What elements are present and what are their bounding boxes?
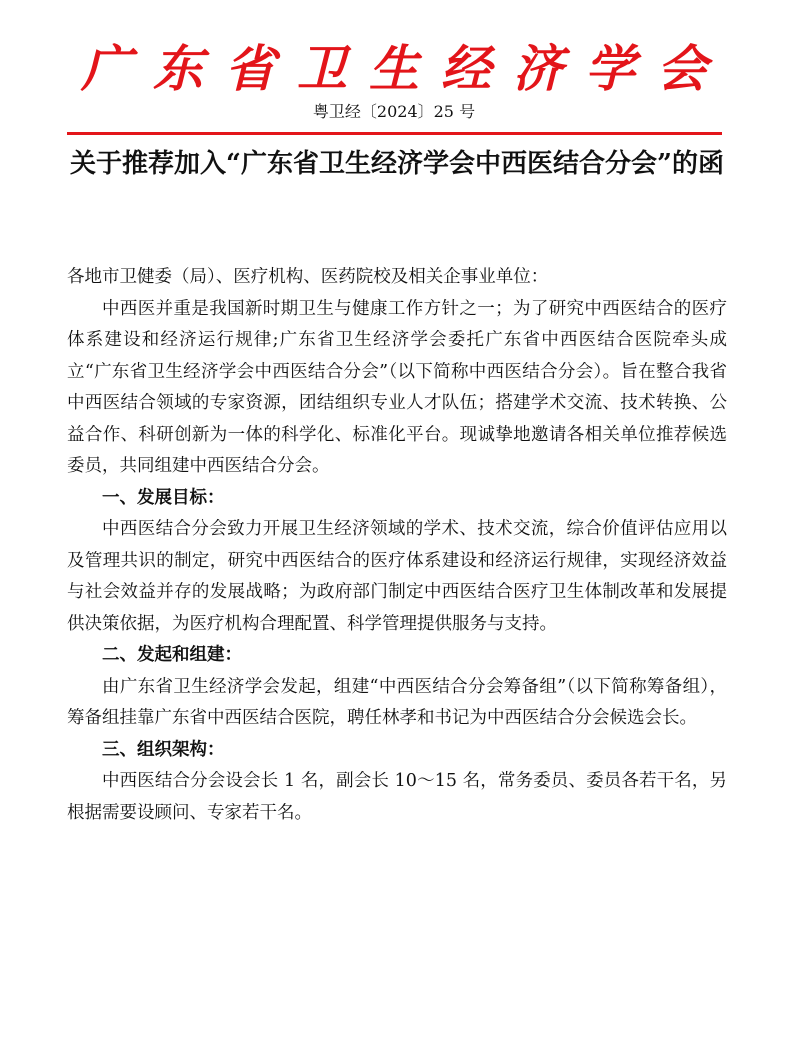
organization-title-char: 省 xyxy=(225,39,275,98)
addressee: 各地市卫健委（局）、医疗机构、医药院校及相关企事业单位： xyxy=(67,267,549,287)
organization-title-char: 卫 xyxy=(297,39,347,98)
intro-paragraph: 中西医并重是我国新时期卫生与健康工作方针之一；为了研究中西医结合的医疗体系建设和经济运行规律;广东省卫生经济学会委托广东省中西医结合医院牵头成立“广东省卫生经济学会中西医结合分会”（以下简称中西医结合分会）。旨在整合我省中西医结合领域的专家资源，团结组织专业人才队伍；搭建学术交流、技术转换、公益合作、科研创新为一体的科学化、标准化平台。现诚挚地邀请各相关单位推荐候选委员，共同组建中西医结合分会。 xyxy=(67,298,727,476)
section-heading-goals: 一、发展目标： xyxy=(102,487,225,508)
document-body xyxy=(67,262,727,829)
organization-title-char: 经 xyxy=(441,39,491,98)
red-divider-line xyxy=(67,132,722,135)
founding-paragraph: 由广东省卫生经济学会发起，组建“中西医结合分会筹备组”（以下简称筹备组），筹备组挂靠广东省中西医结合医院，聘任林孝和书记为中西医结合分会候选会长。 xyxy=(67,676,727,728)
organization-title-char: 学 xyxy=(585,39,635,98)
organization-title-char: 济 xyxy=(513,39,563,98)
organization-title-char: 会 xyxy=(657,39,707,98)
structure-paragraph: 中西医结合分会设会长 1 名，副会长 10～15 名，常务委员、委员各若干名，另根据需要设顾问、专家若干名。 xyxy=(67,771,727,823)
goals-paragraph: 中西医结合分会致力开展卫生经济领域的学术、技术交流，综合价值评估应用以及管理共识的制定，研究中西医结合的医疗体系建设和经济运行规律，实现经济效益与社会效益并存的发展战略；为政府部门制定中西医结合医疗卫生体制改革和发展提供决策依据，为医疗机构合理配置、科学管理提供服务与支持。 xyxy=(67,519,727,634)
document-number: 粤卫经〔2024〕25 号 xyxy=(312,102,476,121)
organization-title-char: 广 xyxy=(81,39,131,98)
section-heading-founding: 二、发起和组建： xyxy=(102,645,242,665)
organization-title-char: 生 xyxy=(369,39,419,98)
section-heading-structure: 三、组织架构： xyxy=(102,739,225,760)
document-title: 关于推荐加入“广东省卫生经济学会中西医结合分会”的函 xyxy=(70,149,724,179)
organization-title xyxy=(0,30,788,100)
organization-title-char: 东 xyxy=(153,39,203,98)
